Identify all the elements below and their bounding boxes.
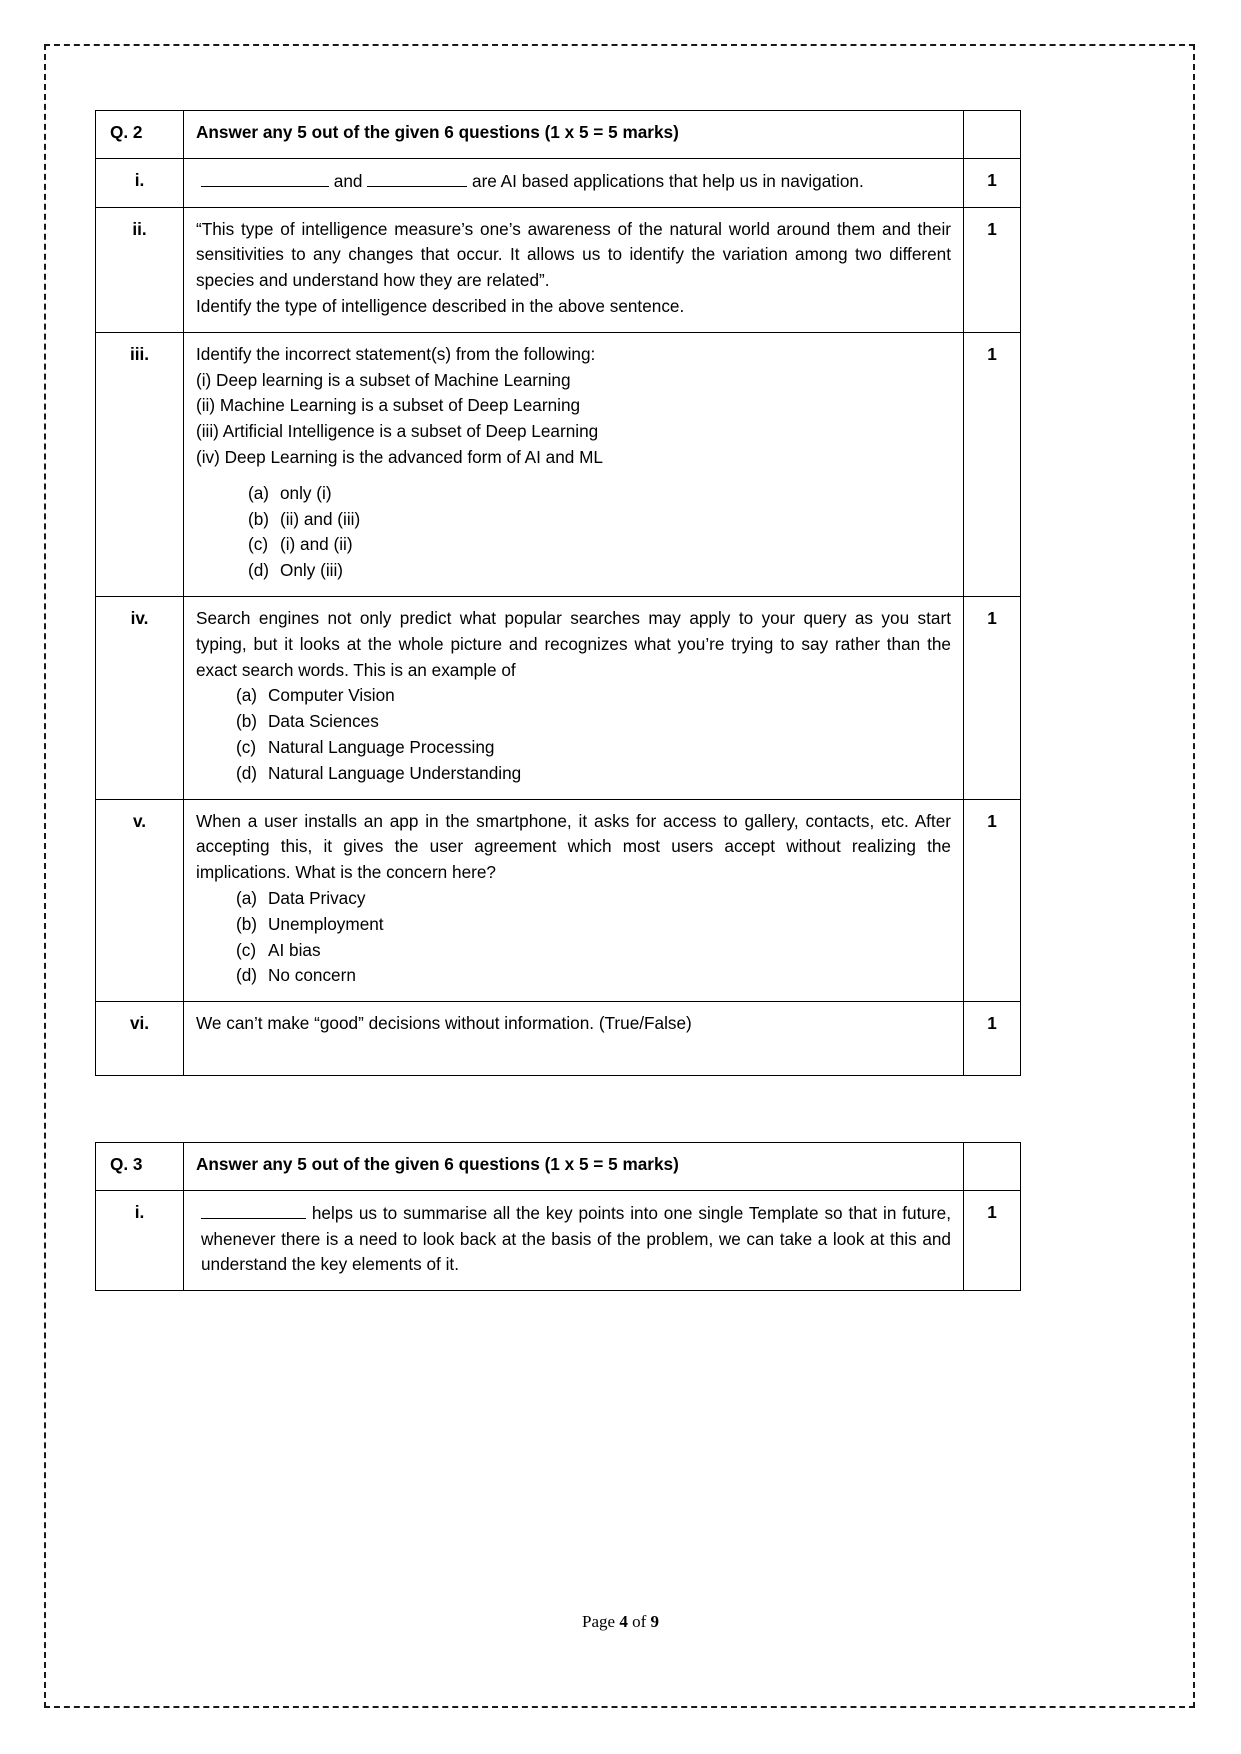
marks-cell: 1	[964, 1190, 1021, 1290]
item-number: ii.	[96, 207, 184, 332]
item-number: i.	[96, 1190, 184, 1290]
option-label: (b)	[236, 711, 258, 732]
option-label: (b)	[248, 508, 270, 529]
option-label: (d)	[236, 965, 258, 986]
statement-item: (i) Deep learning is a subset of Machine Learning	[196, 369, 571, 390]
option-label: (d)	[248, 560, 270, 581]
option-label: (d)	[236, 762, 258, 783]
option-item[interactable]	[236, 938, 951, 964]
question-number: Q. 2	[96, 111, 184, 159]
option-item[interactable]	[236, 683, 951, 709]
option-item[interactable]	[248, 481, 951, 507]
option-label: (a)	[236, 887, 258, 908]
option-text: Computer Vision	[268, 685, 395, 706]
item-body	[184, 1002, 964, 1076]
item-number: iii.	[96, 332, 184, 596]
marks-cell: 1	[964, 597, 1021, 800]
marks-cell	[964, 1142, 1021, 1190]
table-row	[96, 799, 1021, 1002]
option-list	[196, 886, 951, 989]
option-item[interactable]	[236, 963, 951, 989]
option-label: (a)	[248, 482, 270, 503]
footer-middle: of	[627, 1612, 651, 1631]
marks-cell: 1	[964, 158, 1021, 207]
option-label: (b)	[236, 913, 258, 934]
quoted-passage: “This type of intelligence measure’s one’s awareness of the natural world around them and their sensitivities to any changes that occur. It allows us to identify the variation among two different species and understand how they are related”.	[196, 218, 951, 291]
option-item[interactable]	[236, 735, 951, 761]
statement-item: (iv) Deep Learning is the advanced form of AI and ML	[196, 447, 603, 468]
option-text: Data Privacy	[268, 887, 366, 908]
option-text: Natural Language Understanding	[268, 762, 522, 783]
option-item[interactable]	[236, 886, 951, 912]
item-number: vi.	[96, 1002, 184, 1076]
option-text: Only (iii)	[280, 560, 344, 581]
option-text: Data Sciences	[268, 711, 379, 732]
option-text: Natural Language Processing	[268, 736, 495, 757]
option-item[interactable]	[236, 761, 951, 787]
table-row	[96, 111, 1021, 159]
footer-prefix: Page	[582, 1612, 620, 1631]
page-footer	[0, 1612, 1241, 1632]
table-row	[96, 207, 1021, 332]
question-instruction: Answer any 5 out of the given 6 questions (1 x 5 = 5 marks)	[184, 1142, 964, 1190]
marks-cell: 1	[964, 1002, 1021, 1076]
footer-total-pages: 9	[650, 1612, 659, 1631]
statement-list	[196, 368, 951, 471]
blank-field-2[interactable]	[367, 168, 467, 187]
marks-cell: 1	[964, 207, 1021, 332]
table-row	[96, 1190, 1021, 1290]
statement-item: (ii) Machine Learning is a subset of Deep Learning	[196, 395, 581, 416]
item-body	[184, 597, 964, 800]
fill-in-the-blank-sentence	[196, 168, 951, 195]
fill-in-the-blank-sentence	[196, 1200, 951, 1278]
option-text: only (i)	[280, 482, 332, 503]
item-number: v.	[96, 799, 184, 1002]
question-number: Q. 3	[96, 1142, 184, 1190]
table-row	[96, 1002, 1021, 1076]
item-number: iv.	[96, 597, 184, 800]
item-body	[184, 1190, 964, 1290]
option-item[interactable]	[236, 912, 951, 938]
question-stem: When a user installs an app in the smartphone, it asks for access to gallery, contacts, etc. After accepting this, it gives the user agreement which most users accept without realizing the implications. What is the concern here?	[196, 810, 951, 883]
instruction-line: Identify the type of intelligence described in the above sentence.	[196, 296, 685, 317]
blank-field-1[interactable]	[201, 168, 329, 187]
question-2-table	[95, 110, 1021, 1076]
item-body	[184, 207, 964, 332]
option-label: (a)	[236, 685, 258, 706]
page-content	[95, 110, 1020, 1291]
option-item[interactable]	[248, 507, 951, 533]
sentence-tail: helps us to summarise all the key points into one single Template so that in future, whenever there is a need to look back at the basis of the problem, we can take a look at this and understand the key elements of it.	[201, 1202, 951, 1275]
item-number: i.	[96, 158, 184, 207]
question-3-table	[95, 1142, 1021, 1291]
option-text: AI bias	[268, 939, 321, 960]
footer-current-page: 4	[619, 1612, 628, 1631]
question-stem: Identify the incorrect statement(s) from the following:	[196, 343, 596, 364]
marks-cell: 1	[964, 332, 1021, 596]
sentence-tail: are AI based applications that help us in navigation.	[467, 170, 864, 191]
table-row	[96, 158, 1021, 207]
option-text: (ii) and (iii)	[280, 508, 361, 529]
table-row	[96, 1142, 1021, 1190]
table-row	[96, 332, 1021, 596]
section-spacer	[95, 1076, 1020, 1142]
item-body	[184, 799, 964, 1002]
option-text: Unemployment	[268, 913, 384, 934]
question-instruction: Answer any 5 out of the given 6 questions (1 x 5 = 5 marks)	[184, 111, 964, 159]
statement-item: (iii) Artificial Intelligence is a subset of Deep Learning	[196, 421, 599, 442]
sentence-connector: and	[329, 170, 368, 191]
marks-cell: 1	[964, 799, 1021, 1002]
option-list	[196, 683, 951, 786]
option-label: (c)	[248, 534, 269, 555]
spacer	[196, 471, 951, 481]
option-label: (c)	[236, 736, 257, 757]
question-stem: Search engines not only predict what popular searches may apply to your query as you start typing, but it looks at the whole picture and recognizes what you’re trying to say rather than the exact search words. This is an example of	[196, 608, 951, 680]
option-item[interactable]	[248, 558, 951, 584]
blank-field-1[interactable]	[201, 1200, 306, 1219]
option-label: (c)	[236, 939, 257, 960]
question-stem: We can’t make “good” decisions without information. (True/False)	[196, 1013, 692, 1034]
table-row	[96, 597, 1021, 800]
option-text: (i) and (ii)	[280, 534, 353, 555]
marks-cell	[964, 111, 1021, 159]
option-list	[196, 481, 951, 584]
option-text: No concern	[268, 965, 356, 986]
option-item[interactable]	[236, 709, 951, 735]
option-item[interactable]	[248, 532, 951, 558]
item-body	[184, 158, 964, 207]
item-body	[184, 332, 964, 596]
